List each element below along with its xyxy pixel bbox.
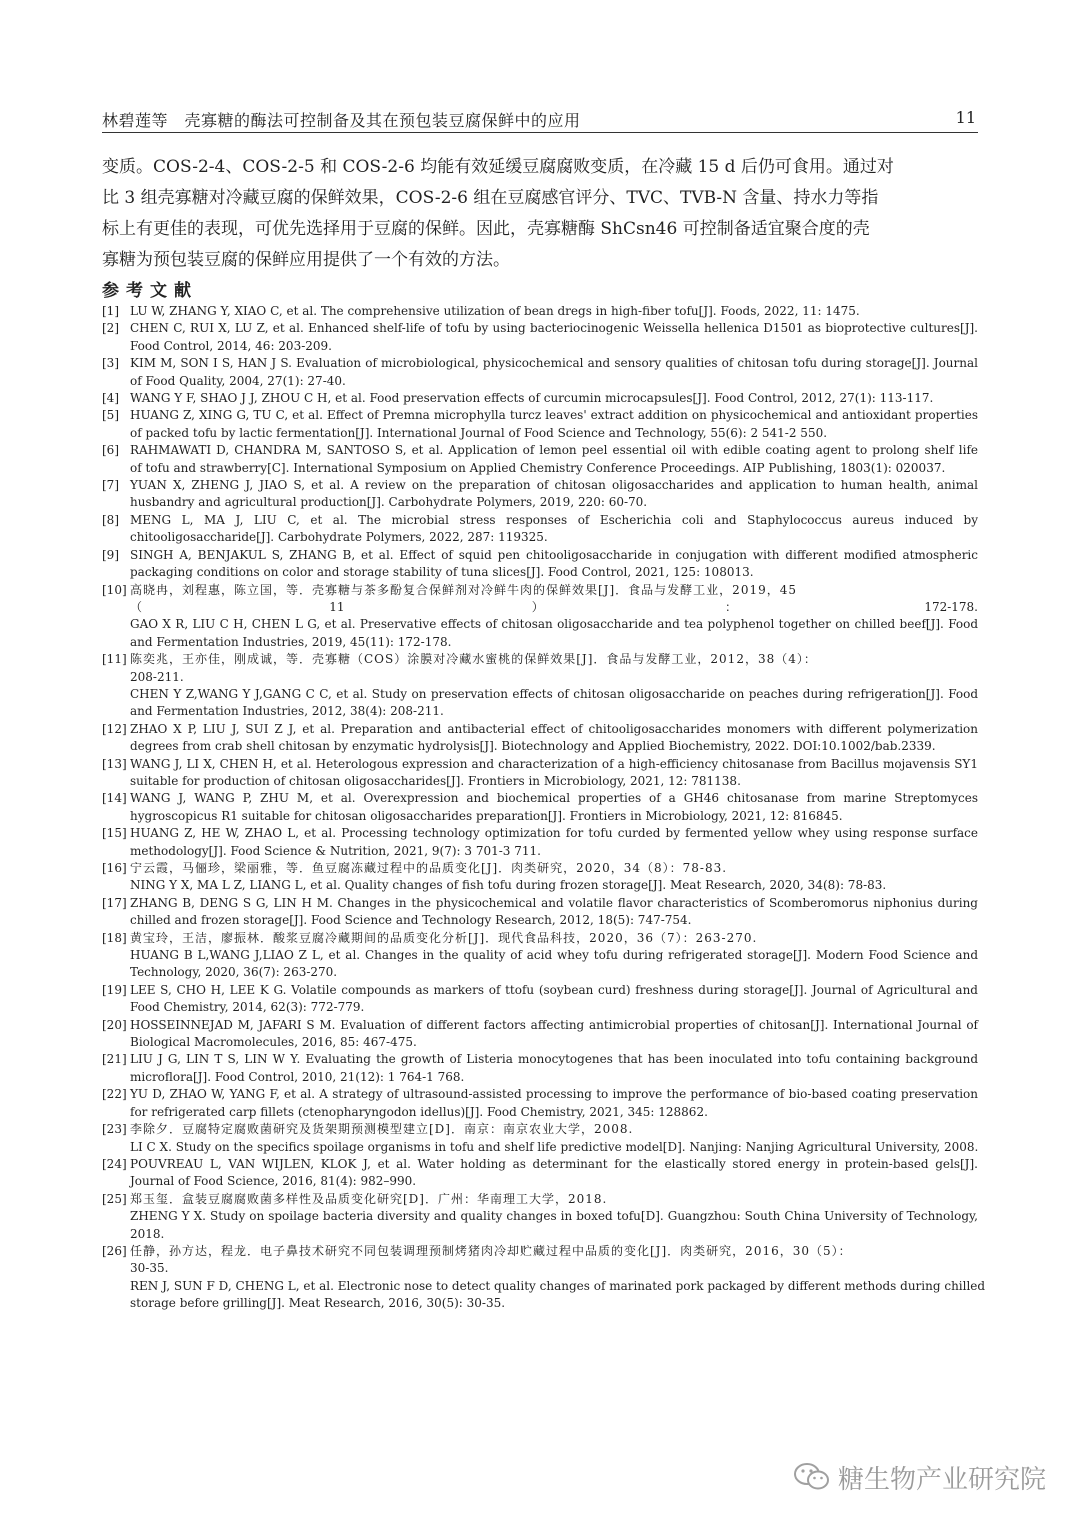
reference-item: [102, 407, 978, 442]
reference-line: POUVREAU L, VAN WIJLEN, KLOK J, et al. Water holding as determinant for the elastically stored energy in protein-based gels[J].: [130, 1156, 978, 1171]
reference-line: Food Chemistry, 2014, 62(3): 772-779.: [130, 1000, 365, 1015]
reference-line: and Fermentation Industries, 2019, 45(11): 172-178.: [130, 634, 452, 649]
reference-line: suitable for production of chitosan oligosaccharides[J]. Frontiers in Microbiology, 2021, 12: 781138.: [130, 773, 741, 788]
reference-item: [102, 477, 978, 512]
reference-item: [102, 1086, 978, 1121]
reference-line: 30-35.: [130, 1261, 169, 1276]
reference-line: HUANG Z, XING G, TU C, et al. Effect of Premna microphylla turcz leaves' extract addition on physicochemical and antioxidant properties: [130, 408, 978, 423]
reference-line: for refrigerated carp fillets (ctenopharyngodon idellus)[J]. Food Chemistry, 2021, 345: 128862.: [130, 1104, 708, 1119]
reference-line: RAHMAWATI D, CHANDRA M, SANTOSO S, et al. Application of lemon peel essential oil with edible coating agent to prolong shelf life: [130, 443, 978, 458]
reference-number: [15]: [102, 826, 127, 841]
reference-number: [23]: [102, 1122, 127, 1137]
conclusion-paragraph: [102, 152, 978, 276]
reference-item: [102, 721, 978, 756]
reference-number: [24]: [102, 1156, 127, 1171]
reference-item: [102, 1017, 978, 1052]
reference-number: [13]: [102, 756, 127, 771]
reference-number: [1]: [102, 304, 119, 318]
reference-line: 李除夕．豆腐特定腐败菌研究及货架期预测模型建立[D]．南京：南京农业大学，2008.: [130, 1122, 634, 1137]
reference-line: Biological Macromolecules, 2016, 85: 467-475.: [130, 1035, 417, 1050]
reference-line: HUANG Z, HE W, ZHAO L, et al. Processing technology optimization for tofu curded by fermented yellow whey using response surface: [130, 826, 978, 841]
reference-item: [102, 651, 978, 721]
reference-line: 郑玉玺．盒装豆腐腐败菌多样性及品质变化研究[D]．广州：华南理工大学，2018.: [130, 1191, 608, 1206]
references-heading: 参考文献: [102, 281, 198, 301]
reference-item: [102, 790, 978, 825]
reference-line: of packed tofu by lactic fermentation[J]. International Journal of Food Science and Technology, 55(6): 2 541-2 550.: [130, 425, 828, 440]
reference-item: [102, 355, 978, 390]
reference-number: [17]: [102, 895, 127, 910]
reference-number: [26]: [102, 1243, 127, 1258]
reference-number: [4]: [102, 391, 119, 406]
reference-line: ZHAO X P, LIU J, SUI Z J, et al. Preparation and antibacterial effect of chitooligosaccharides monomers with different polymerization: [130, 721, 978, 736]
reference-item: [102, 756, 978, 791]
reference-number: [7]: [102, 478, 119, 493]
reference-line: GAO X R, LIU C H, CHEN L G, et al. Preservative effects of chitosan oligosaccharide and tea polyphenol together on chilled beef[J]. Food: [130, 617, 978, 632]
reference-item: [102, 982, 978, 1017]
reference-line: REN J, SUN F D, CHENG L, et al. Electronic nose to detect quality changes of marinated pork packaged by different methods during chilled: [130, 1278, 986, 1293]
reference-line: husbandry and agricultural production[J]. Carbohydrate Polymers, 2019, 220: 60-70.: [130, 495, 648, 510]
reference-number: [25]: [102, 1191, 127, 1206]
reference-line: LI C X. Study on the specifics spoilage organisms in tofu and shelf life predictive model[D]. Nanjing: Nanjing Agricultural University, 2008.: [130, 1139, 979, 1154]
reference-line: LEE S, CHO H, LEE K G. Volatile compounds as markers of ttofu (soybean curd) freshness during storage[J]. Journal of Agricultural and: [130, 982, 978, 997]
watermark-text: 糖生物产业研究院: [837, 1464, 1046, 1495]
reference-number: [2]: [102, 321, 119, 336]
reference-line: 黄宝玲，王洁，廖振林．酸浆豆腐冷藏期间的品质变化分析[J]．现代食品科技，2020，36（7）：263-270.: [130, 930, 758, 945]
paragraph-line: 比 3 组壳寡糖对冷藏豆腐的保鲜效果，COS-2-6 组在豆腐感官评分、TVC、TVB-N 含量、持水力等指: [102, 188, 879, 208]
reference-number: [20]: [102, 1017, 127, 1032]
reference-line: of tofu and strawberry[C]. International Symposium on Applied Chemistry Conference Proceedings. AIP Publishing, 1803(1): 020037.: [130, 460, 946, 475]
reference-item: [102, 825, 978, 860]
reference-line: HOSSEINNEJAD M, JAFARI S M. Evaluation of different factors affecting antimicrobial properties of chitosan[J]. International Journal of: [130, 1017, 978, 1032]
reference-item: [102, 390, 978, 407]
reference-line: NING Y X, MA L Z, LIANG L, et al. Quality changes of fish tofu during frozen storage[J]. Meat Research, 2020, 34(8): 78-83.: [130, 878, 887, 893]
reference-line: WANG Y F, SHAO J J, ZHOU C H, et al. Food preservation effects of curcumin microcapsules[J]. Food Control, 2012, 27(1): 113-117.: [130, 391, 934, 406]
reference-item: [102, 442, 978, 477]
reference-line: degrees from crab shell chitosan by enzymatic hydrolysis[J]. Biotechnology and Applied Biochemistry, 2022. DOI:10.1002/bab.2339.: [130, 739, 936, 754]
reference-number: [18]: [102, 930, 127, 945]
reference-line: hygroscopicus R1 suitable for chitosan oligosaccharides preparation[J]. Frontiers in Microbiology, 2021, 12: 816845.: [130, 808, 843, 823]
paragraph-line: 变质。COS-2-4、COS-2-5 和 COS-2-6 均能有效延缓豆腐腐败变质，在冷藏 15 d 后仍可食用。通过对: [102, 157, 894, 177]
reference-item: [102, 582, 978, 652]
reference-item: [102, 1191, 978, 1243]
reference-number: [19]: [102, 982, 127, 997]
watermark: [792, 1457, 1046, 1497]
running-header: [102, 106, 978, 133]
reference-line: packaging conditions on color and storage stability of tuna slices[J]. Food Control, 2021, 125: 108013.: [130, 565, 754, 580]
reference-line: chitooligosaccharide[J]. Carbohydrate Polymers, 2022, 287: 119325.: [130, 530, 548, 545]
reference-number: [5]: [102, 408, 119, 423]
reference-line: Technology, 2020, 36(7): 263-270.: [130, 965, 338, 980]
reference-item: [102, 303, 978, 320]
reference-item: [102, 930, 978, 982]
reference-line: storage before grilling[J]. Meat Research, 2016, 30(5): 30-35.: [130, 1296, 506, 1311]
reference-line: YU D, ZHAO W, YANG F, et al. A strategy of ultrasound-assisted processing to improve the performance of bio-based coating preservation: [130, 1087, 978, 1102]
reference-line: of Food Quality, 2004, 27(1): 27-40.: [130, 373, 346, 388]
reference-number: [6]: [102, 443, 119, 458]
reference-number: [9]: [102, 547, 119, 562]
reference-line: WANG J, WANG P, ZHU M, et al. Overexpression and biochemical properties of a GH46 chitosanase from marine Streptomyces: [130, 791, 978, 806]
reference-number: [16]: [102, 861, 127, 875]
reference-item: [102, 860, 978, 895]
reference-line: methodology[J]. Food Science & Nutrition, 2021, 9(7): 3 701-3 711.: [130, 843, 541, 858]
reference-line: and Fermentation Industries, 2012, 38(4): 208-211.: [130, 704, 444, 719]
reference-line: 高晓冉，刘程惠，陈立国，等．壳寡糖与茶多酚复合保鲜剂对冷鲜牛肉的保鲜效果[J]．食品与发酵工业，2019，45: [130, 582, 797, 597]
reference-line: Food Control, 2014, 46: 203-209.: [130, 338, 332, 353]
header-title: 林碧莲等 壳寡糖的酶法可控制备及其在预包装豆腐保鲜中的应用: [102, 111, 581, 130]
reference-line: KIM M, SON I S, HAN J S. Evaluation of microbiological, physicochemical and sensory qualities of chitosan tofu during storage[J]. Journal: [130, 356, 978, 371]
reference-number: [14]: [102, 791, 127, 806]
reference-number: [11]: [102, 652, 127, 667]
reference-item: [102, 512, 978, 547]
reference-item: [102, 547, 978, 582]
reference-line: Journal of Food Science, 2016, 81(4): 982–990.: [130, 1174, 417, 1189]
paragraph-line: 寡糖为预包装豆腐的保鲜应用提供了一个有效的方法。: [102, 250, 510, 270]
reference-line: 陈奕兆，王亦佳，刚成诚，等．壳寡糖（COS）涂膜对冷藏水蜜桃的保鲜效果[J]．食品与发酵工业，2012，38（4）：: [130, 652, 817, 667]
reference-item: [102, 1243, 986, 1313]
reference-list: [102, 303, 986, 1313]
reference-line: MENG L, MA J, LIU C, et al. The microbial stress responses of Escherichia coli and Staphylococcus aureus induced by: [130, 512, 978, 527]
reference-item: [102, 320, 978, 355]
reference-number: [21]: [102, 1052, 127, 1067]
reference-line: SINGH A, BENJAKUL S, ZHANG B, et al. Effect of squid pen chitooligosaccharide in conjugation with different modified atmospheric: [130, 547, 978, 562]
reference-line: LU W, ZHANG Y, XIAO C, et al. The comprehensive utilization of bean dregs in high-fiber tofu[J]. Foods, 2022, 11: 1475.: [130, 304, 860, 318]
reference-line: LIU J G, LIN T S, LIN W Y. Evaluating the growth of Listeria monocytogenes that has been inoculated into tofu containing background: [130, 1052, 978, 1067]
reference-line: ZHENG Y X. Study on spoilage bacteria diversity and quality changes in boxed tofu[D]. Guangzhou: South China University of Technology,: [130, 1209, 978, 1224]
reference-number: [22]: [102, 1087, 127, 1102]
reference-line: 任静，孙方达，程龙．电子鼻技术研究不同包装调理预制烤猪肉冷却贮藏过程中品质的变化[J]．肉类研究，2016，30（5）：: [130, 1243, 852, 1258]
reference-line: WANG J, LI X, CHEN H, et al. Heterologous expression and characterization of a high-efficiency chitosanase from Bacillus mojavensis SY1: [130, 756, 978, 771]
reference-line: （11）：172-178.: [130, 599, 978, 614]
reference-item: [102, 895, 978, 930]
page-number: 11: [955, 108, 976, 127]
reference-line: CHEN C, RUI X, LU Z, et al. Enhanced shelf-life of tofu by using bacteriocinogenic Weissella hellenica D1501 as bioprotective cultures[J].: [130, 321, 978, 336]
reference-number: [10]: [102, 582, 127, 597]
reference-item: [102, 1121, 978, 1156]
wechat-icon: [792, 1461, 832, 1493]
paragraph-line: 标上有更佳的表现，可优先选择用于豆腐的保鲜。因此，壳寡糖酶 ShCsn46 可控制备适宜聚合度的壳: [102, 219, 870, 239]
reference-line: 2018.: [130, 1226, 165, 1241]
reference-line: chilled and frozen storage[J]. Food Science and Technology Research, 2012, 18(5): 747-754.: [130, 913, 692, 928]
reference-line: ZHANG B, DENG S G, LIN H M. Changes in the physicochemical and volatile flavor characteristics of Scomberomorus niphonius during: [130, 895, 978, 910]
reference-number: [8]: [102, 512, 119, 527]
reference-item: [102, 1051, 978, 1086]
reference-line: 宁云霞，马俪珍，梁丽雅，等．鱼豆腐冻藏过程中的品质变化[J]．肉类研究，2020，34（8）：78-83.: [130, 861, 728, 875]
reference-line: CHEN Y Z,WANG Y J,GANG C C, et al. Study on preservation effects of chitosan oligosaccharide on peaches during refrigeration[J]. Food: [130, 686, 978, 701]
reference-number: [12]: [102, 721, 127, 736]
reference-item: [102, 1156, 978, 1191]
reference-line: YUAN X, ZHENG J, JIAO S, et al. A review on the preparation of chitosan oligosaccharides and application to human health, animal: [130, 478, 978, 493]
reference-line: 208-211.: [130, 669, 184, 684]
reference-line: HUANG B L,WANG J,LIAO Z L, et al. Changes in the quality of acid whey tofu during refrigerated storage[J]. Modern Food Science and: [130, 948, 978, 963]
reference-line: microflora[J]. Food Control, 2010, 21(12): 1 764-1 768.: [130, 1069, 465, 1084]
reference-number: [3]: [102, 356, 119, 371]
